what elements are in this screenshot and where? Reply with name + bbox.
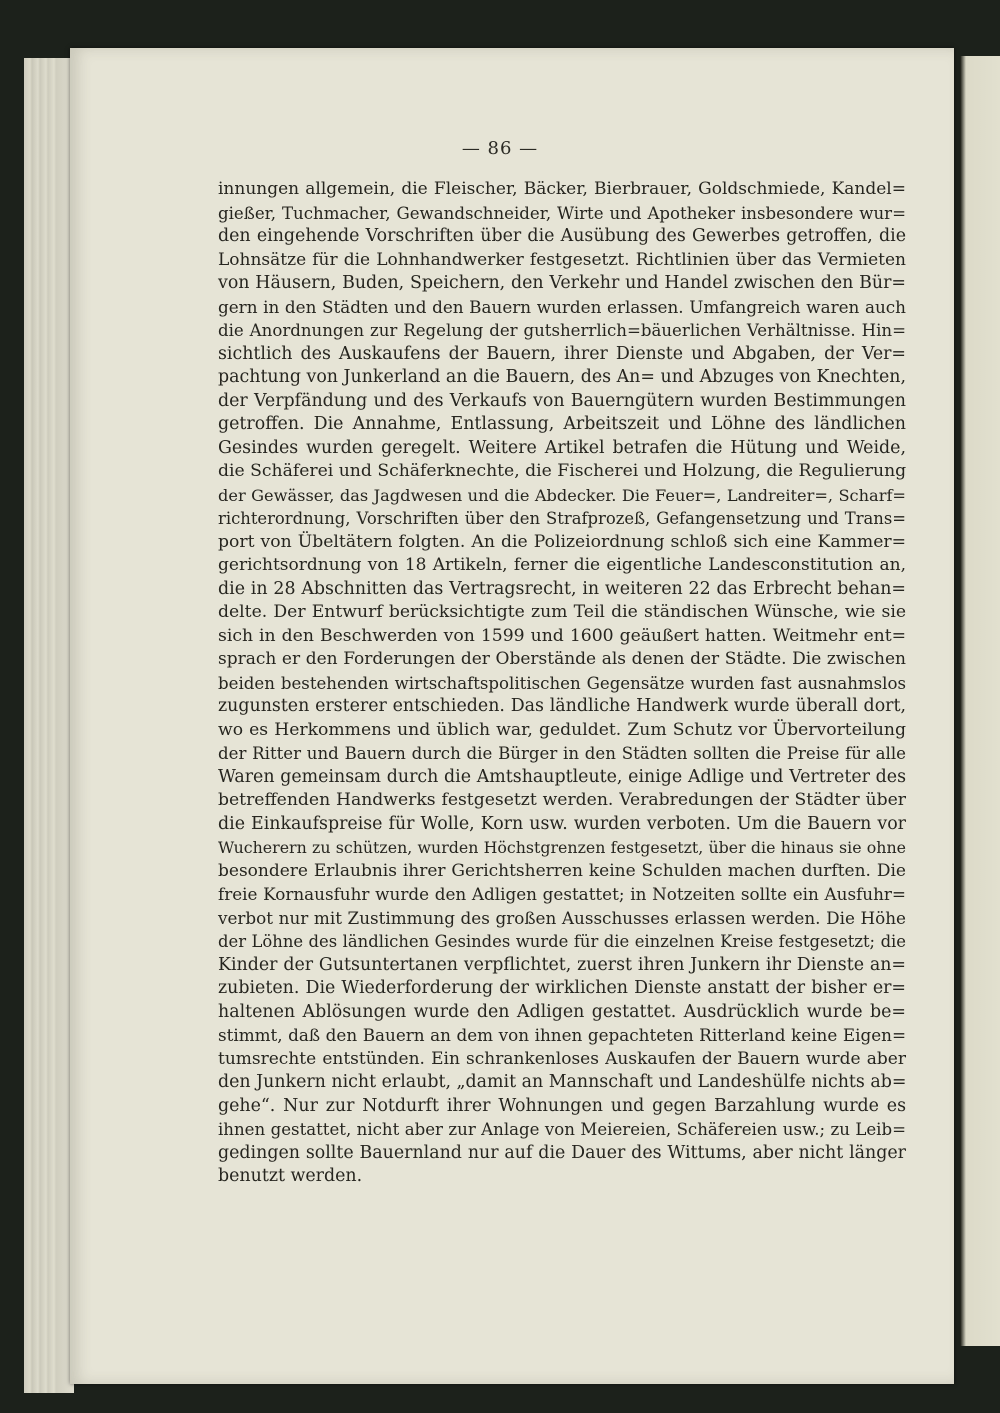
text-line: verbot nur mit Zustimmung des großen Ausschusses erlassen werden. Die Höhe: [218, 907, 906, 928]
text-line: tumsrechte entstünden. Ein schrankenloses Auskaufen der Bauern wurde aber: [218, 1048, 906, 1069]
text-line: pachtung von Junkerland an die Bauern, des An= und Abzuges von Knechten,: [218, 367, 906, 387]
text-line: zubieten. Die Wiederforderung der wirklichen Dienste anstatt der bisher er=: [218, 978, 906, 998]
text-line: gerichtsordnung von 18 Artikeln, ferner die eigentliche Landesconstitution an,: [218, 555, 906, 575]
text-line: den eingehende Vorschriften über die Ausübung des Gewerbes getroffen, die: [218, 226, 906, 246]
text-line: port von Übeltätern folgten. An die Polizeiordnung schloß sich eine Kammer=: [218, 531, 906, 552]
text-line: von Häusern, Buden, Speichern, den Verkehr und Handel zwischen den Bür=: [218, 273, 906, 293]
text-line: ihnen gestattet, nicht aber zur Anlage von Meiereien, Schäfereien usw.; zu Leib=: [218, 1120, 906, 1139]
text-line: der Gewässer, das Jagdwesen und die Abdecker. Die Feuer=, Landreiter=, Scharf=: [218, 485, 906, 505]
page-number: — 86 —: [461, 138, 539, 159]
body-text: [218, 178, 906, 1189]
text-line: benutzt werden.: [218, 1166, 363, 1186]
text-line: innungen allgemein, die Fleischer, Bäcker, Bierbrauer, Goldschmiede, Kandel=: [218, 179, 906, 199]
text-line: Waren gemeinsam durch die Amtshauptleute, einige Adlige und Vertreter des: [218, 766, 906, 787]
text-line: besondere Erlaubnis ihrer Gerichtsherren keine Schulden machen durften. Die: [218, 860, 906, 881]
text-line: Gesindes wurden geregelt. Weitere Artikel betrafen die Hütung und Weide,: [218, 437, 906, 458]
text-line: sich in den Beschwerden von 1599 und 1600 geäußert hatten. Weitmehr ent=: [218, 625, 906, 646]
text-line: gießer, Tuchmacher, Gewandschneider, Wirte und Apotheker insbesondere wur=: [218, 203, 906, 223]
text-line: zugunsten ersterer entschieden. Das ländliche Handwerk wurde überall dort,: [218, 696, 906, 716]
text-line: Lohnsätze für die Lohnhandwerker festgesetzt. Richtlinien über das Vermieten: [218, 249, 906, 270]
text-line: die in 28 Abschnitten das Vertragsrecht, in weiteren 22 das Erbrecht behan=: [218, 578, 906, 599]
text-line: die Schäferei und Schäferknechte, die Fischerei und Holzung, die Regulierung: [218, 461, 907, 481]
text-line: Kinder der Gutsuntertanen verpflichtet, zuerst ihren Junkern ihr Dienste an=: [218, 954, 906, 975]
text-line: sprach er den Forderungen der Oberstände als denen der Städte. Die zwischen: [218, 649, 906, 669]
text-line: beiden bestehenden wirtschaftspolitischen Gegensätze wurden fast ausnahmslos: [218, 673, 906, 693]
text-line: richterordnung, Vorschriften über den Strafprozeß, Gefangensetzung und Trans=: [218, 509, 906, 528]
text-line: die Anordnungen zur Regelung der gutsherrlich=bäuerlichen Verhältnisse. Hin=: [218, 321, 906, 340]
text-line: haltenen Ablösungen wurde den Adligen gestattet. Ausdrücklich wurde be=: [218, 1001, 906, 1022]
text-line: der Löhne des ländlichen Gesindes wurde für die einzelnen Kreise festgesetzt; die: [218, 932, 906, 951]
facing-page-edge: [960, 56, 1000, 1346]
text-line: der Verpfändung und des Verkaufs von Bauerngütern wurden Bestimmungen: [218, 390, 906, 411]
text-line: gehe“. Nur zur Notdurft ihrer Wohnungen und gegen Barzahlung wurde es: [218, 1095, 906, 1116]
text-line: Wucherern zu schützen, wurden Höchstgrenzen festgesetzt, über die hinaus sie ohne: [218, 838, 906, 857]
text-line: delte. Der Entwurf berücksichtigte zum Teil die ständischen Wünsche, wie sie: [218, 602, 906, 622]
text-line: stimmt, daß den Bauern an dem von ihnen gepachteten Ritterland keine Eigen=: [218, 1025, 906, 1045]
text-line: sichtlich des Auskaufens der Bauern, ihrer Dienste und Abgaben, der Ver=: [218, 343, 906, 364]
text-line: gern in den Städten und den Bauern wurden erlassen. Umfangreich waren auch: [218, 296, 906, 317]
text-line: die Einkaufspreise für Wolle, Korn usw. wurden verboten. Um die Bauern vor: [218, 813, 906, 834]
text-line: gedingen sollte Bauernland nur auf die Dauer des Wittums, aber nicht länger: [218, 1142, 906, 1163]
text-line: getroffen. Die Annahme, Entlassung, Arbeitszeit und Löhne des ländlichen: [218, 414, 906, 434]
text-line: freie Kornausfuhr wurde den Adligen gestattet; in Notzeiten sollte ein Ausfuhr=: [218, 884, 906, 904]
text-line: wo es Herkommens und üblich war, geduldet. Zum Schutz vor Übervorteilung: [218, 719, 906, 740]
text-line: betreffenden Handwerks festgesetzt werden. Verabredungen der Städter über: [218, 790, 906, 810]
text-line: den Junkern nicht erlaubt, „damit an Mannschaft und Landeshülfe nichts ab=: [218, 1072, 907, 1092]
text-line: der Ritter und Bauern durch die Bürger in den Städten sollten die Preise für alle: [218, 744, 906, 763]
page-stack-edges: [24, 58, 74, 1393]
